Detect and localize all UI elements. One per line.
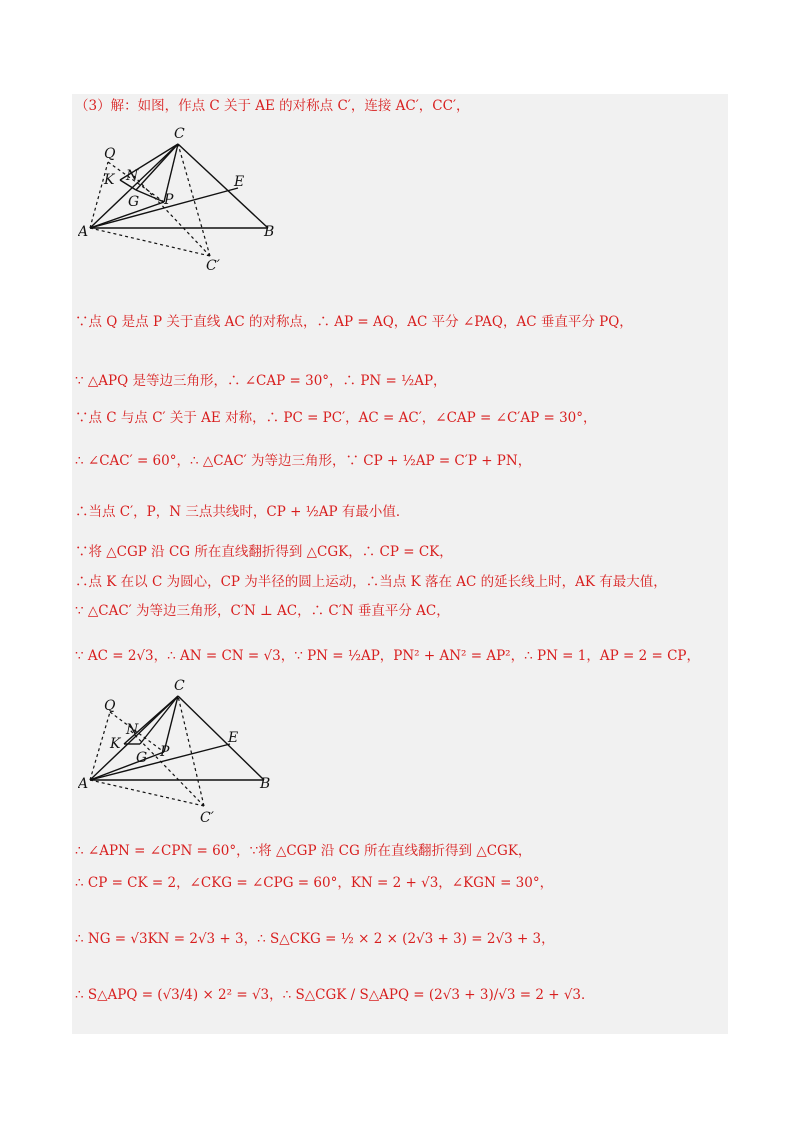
solution-line-9: ∵ △CAC′ 为等边三角形，C′N ⊥ AC，∴ C′N 垂直平分 AC， (75, 603, 450, 619)
fig1-label-q: Q (104, 146, 116, 162)
geometry-figure-1 (78, 124, 298, 274)
fig1-label-a: A (78, 224, 89, 240)
solution-line-2: ∵点 Q 是点 P 关于直线 AC 的对称点，∴ AP = AQ，AC 平分 ∠PAQ，AC 垂直平分 PQ， (75, 314, 633, 330)
solution-line-3: ∵ △APQ 是等边三角形，∴ ∠CAP = 30°，∴ PN = ½AP， (75, 373, 447, 389)
solution-line-1: （3）解：如图，作点 C 关于 AE 的对称点 C′，连接 AC′，CC′， (75, 98, 470, 114)
solution-line-10: ∵ AC = 2√3，∴ AN = CN = √3，∵ PN = ½AP，PN² + AN² = AP²，∴ PN = 1，AP = 2 = CP， (75, 648, 700, 664)
fig1-label-c-prime: C′ (206, 258, 220, 274)
fig1-label-e: E (234, 174, 245, 190)
fig1-label-b: B (264, 224, 275, 240)
fig1-label-p: P (164, 192, 174, 208)
fig2-label-c-prime: C′ (200, 810, 214, 826)
fig2-label-n: N (126, 722, 139, 738)
fig1-label-g: G (128, 194, 140, 210)
fig2-label-b: B (260, 776, 271, 792)
fig1-label-n: N (126, 168, 139, 184)
solution-line-13: ∴ NG = √3KN = 2√3 + 3，∴ S△CKG = ½ × 2 × (2√3 + 3) = 2√3 + 3， (75, 931, 555, 947)
fig2-label-c: C (174, 678, 185, 694)
solution-line-8: ∴点 K 在以 C 为圆心，CP 为半径的圆上运动，∴当点 K 落在 AC 的延长线上时，AK 有最大值， (75, 574, 667, 590)
fig1-label-k: K (104, 172, 115, 188)
fig2-label-p: P (160, 744, 170, 760)
solution-line-14: ∴ S△APQ = (√3/4) × 2² = √3，∴ S△CGK / S△APQ = (2√3 + 3)/√3 = 2 + √3． (75, 987, 595, 1003)
fig2-label-g: G (136, 750, 148, 766)
fig1-label-c: C (174, 126, 185, 142)
solution-line-6: ∴当点 C′，P，N 三点共线时，CP + ½AP 有最小值． (75, 504, 410, 520)
fig2-label-e: E (228, 730, 239, 746)
fig2-label-a: A (78, 776, 89, 792)
solution-line-4: ∵点 C 与点 C′ 关于 AE 对称，∴ PC = PC′，AC = AC′，∠CAP = ∠C′AP = 30°， (75, 410, 597, 426)
solution-line-5: ∴ ∠CAC′ = 60°，∴ △CAC′ 为等边三角形，∵ CP + ½AP = C′P + PN， (75, 453, 532, 469)
solution-line-12: ∴ CP = CK = 2，∠CKG = ∠CPG = 60°，KN = 2 + √3，∠KGN = 30°， (75, 875, 554, 891)
solution-line-11: ∴ ∠APN = ∠CPN = 60°，∵将 △CGP 沿 CG 所在直线翻折得到 △CGK， (75, 843, 532, 859)
geometry-figure-2 (78, 676, 298, 826)
solution-line-7: ∵将 △CGP 沿 CG 所在直线翻折得到 △CGK，∴ CP = CK， (75, 544, 453, 560)
fig2-label-k: K (110, 736, 121, 752)
fig2-label-q: Q (104, 698, 116, 714)
